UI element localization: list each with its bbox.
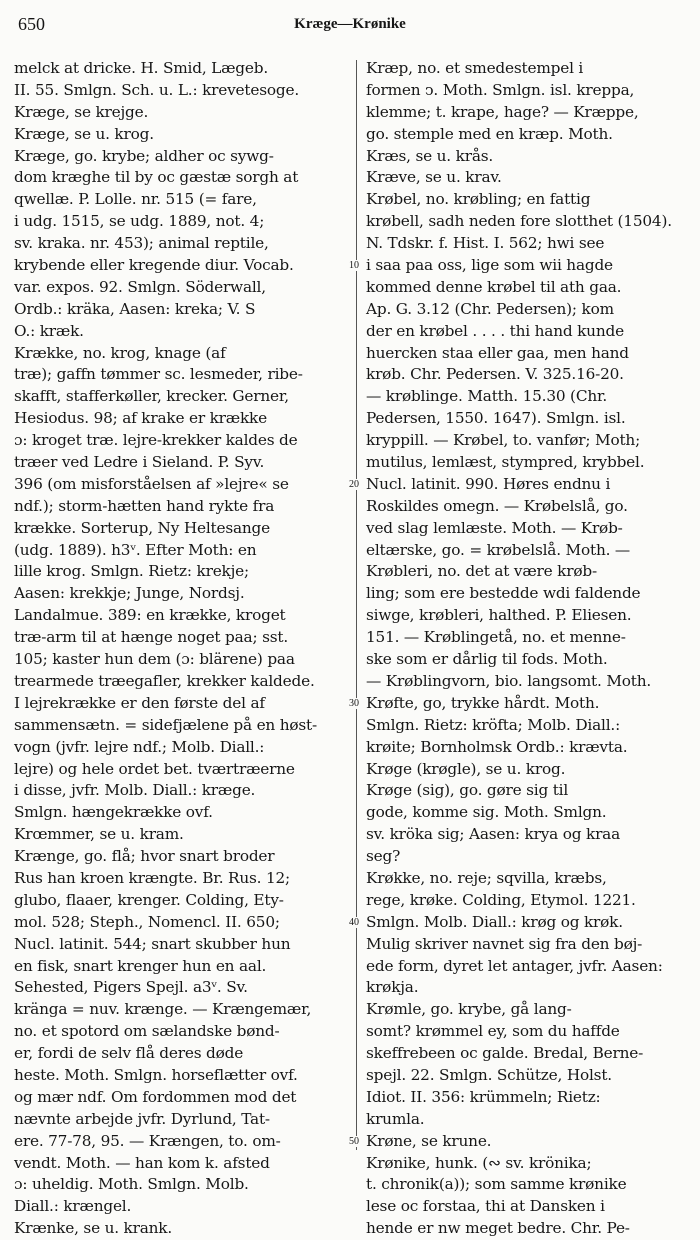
text-line: seg?: [366, 847, 401, 866]
running-head: Kræge—Krønike: [294, 16, 406, 32]
text-line: I lejrekrække er den første del af: [14, 693, 265, 712]
text-line: i saa paa oss, lige som wii hagde: [366, 256, 613, 275]
line-number-marker: 10: [342, 260, 366, 271]
text-line: Aasen: krekkje; Junge, Nordsj.: [14, 584, 245, 603]
text-line: Kræge, se krejge.: [14, 102, 149, 121]
text-line: lejre) og hele ordet bet. tværtræerne: [14, 759, 295, 778]
text-line: Krøge (krøgle), se u. krog.: [366, 759, 566, 778]
text-line: ndf.); storm-hætten hand rykte fra: [14, 496, 275, 515]
text-line: Kræge, se u. krog.: [14, 124, 154, 143]
text-line: formen ↄ. Moth. Smlgn. isl. kreppa,: [366, 80, 635, 99]
line-number-marker: 50: [342, 1136, 366, 1147]
text-line: Krøkke, no. reje; sqvilla, kræbs,: [366, 868, 607, 887]
text-line: Krøbleri, no. det at være krøb-: [366, 562, 597, 581]
text-line: nævnte arbejde jvfr. Dyrlund, Tat-: [14, 1109, 270, 1128]
right-column: [366, 58, 690, 1238]
text-line: Kræp, no. et smedestempel i: [366, 59, 584, 77]
text-line: Rus han kroen krængte. Br. Rus. 12;: [14, 868, 291, 887]
text-line: 105; kaster hun dem (ɔ: blärene) paa: [14, 650, 295, 669]
text-line: en fisk, snart krenger hun en aal.: [14, 956, 267, 975]
text-line: træ); gaffn tømmer sc. lesmeder, ribe-: [14, 365, 303, 384]
text-line: Krøne, se krune.: [366, 1131, 492, 1150]
text-line: Sehested, Pigers Spejl. a3ᵛ. Sv.: [14, 978, 248, 997]
text-line: gode, komme sig. Moth. Smlgn.: [366, 803, 607, 822]
text-line: huercken staa eller gaa, men hand: [366, 343, 629, 362]
text-line: Krønike, hunk. (∾ sv. krönika;: [366, 1153, 592, 1172]
text-line: Kræs, se u. krås.: [366, 146, 494, 165]
text-line: Ap. G. 3.12 (Chr. Pedersen); kom: [366, 299, 614, 318]
text-line: no. et spotord om sælandske bønd-: [14, 1022, 280, 1041]
text-line: Krænke, se u. krank.: [14, 1219, 173, 1238]
text-line: ɔ: kroget træ. lejre-krekker kaldes de: [14, 431, 298, 450]
text-line: Nucl. latinit. 544; snart skubber hun: [14, 934, 291, 953]
page-header: [0, 0, 700, 40]
text-line: og mær ndf. Om fordommen mod det: [14, 1087, 297, 1106]
text-line: vogn (jvfr. lejre ndf.; Molb. Diall.:: [14, 737, 265, 756]
text-line: rege, krøke. Colding, Etymol. 1221.: [366, 890, 636, 909]
text-line: krøb. Chr. Pedersen. V. 325.16-20.: [366, 365, 624, 384]
text-line: t. chronik(a)); som samme krønike: [366, 1175, 627, 1194]
text-line: O.: kræk.: [14, 321, 84, 340]
text-line: træer ved Ledre i Sieland. P. Syv.: [14, 453, 265, 472]
text-line: i disse, jvfr. Molb. Diall.: kræge.: [14, 781, 256, 800]
text-line: vendt. Moth. — han kom k. afsted: [14, 1153, 270, 1172]
text-line: Krække, no. krog, knage (af: [14, 343, 226, 362]
text-line: der en krøbel . . . . thi hand kunde: [366, 321, 624, 340]
text-line: somt? krømmel ey, som du haffde: [366, 1022, 620, 1041]
text-line: i udg. 1515, se udg. 1889, not. 4;: [14, 212, 265, 231]
text-line: ɔ: uheldig. Moth. Smlgn. Molb.: [14, 1175, 249, 1194]
text-line: ling; som ere bestedde wdi faldende: [366, 584, 641, 603]
text-line: 151. — Krøblingetå, no. et menne-: [366, 628, 626, 647]
text-line: krøbell, sadh neden fore slotthet (1504).: [366, 212, 672, 231]
text-line: sv. kraka. nr. 453); animal reptile,: [14, 234, 269, 253]
text-line: Smlgn. hængekrække ovf.: [14, 803, 213, 822]
line-number-markers: [342, 58, 366, 1152]
text-line: ere. 77-78, 95. — Krængen, to. om-: [14, 1131, 281, 1150]
text-line: hende er nw meget bedre. Chr. Pe-: [366, 1219, 630, 1238]
text-line: krække. Sorterup, Ny Heltesange: [14, 518, 270, 537]
text-line: lese oc forstaa, thi at Dansken i: [366, 1197, 605, 1216]
text-line: Landalmue. 389: en krække, kroget: [14, 606, 286, 625]
text-line: sammensætn. = sidefjælene på en høst-: [14, 715, 317, 734]
text-line: Nucl. latinit. 990. Høres endnu i: [366, 474, 611, 493]
text-line: 396 (om misforståelsen af »lejre« se: [14, 474, 289, 493]
text-line: N. Tdskr. f. Hist. I. 562; hwi see: [366, 234, 605, 253]
text-line: Roskildes omegn. — Krøbelslå, go.: [366, 496, 628, 515]
text-line: spejl. 22. Smlgn. Schütze, Holst.: [366, 1065, 612, 1084]
text-line: ske som er dårlig til fods. Moth.: [366, 650, 608, 669]
text-line: II. 55. Smlgn. Sch. u. L.: krevetesoge.: [14, 80, 299, 99]
text-line: skeffrebeen oc galde. Bredal, Berne-: [366, 1044, 644, 1063]
text-line: glubo, flaaer, krenger. Colding, Ety-: [14, 890, 284, 909]
text-line: Diall.: krængel.: [14, 1197, 132, 1216]
text-line: eltærske, go. = krøbelslå. Moth. —: [366, 540, 631, 559]
text-line: kränga = nuv. krænge. — Krængemær,: [14, 1000, 312, 1019]
text-line: — Krøblingvorn, bio. langsomt. Moth.: [366, 671, 652, 690]
text-line: Mulig skriver navnet sig fra den bøj-: [366, 934, 643, 953]
text-line: ved slag lemlæste. Moth. — Krøb-: [366, 518, 623, 537]
text-line: skafft, stafferkøller, krecker. Gerner,: [14, 387, 289, 406]
text-line: qwellæ. P. Lolle. nr. 515 (= fare,: [14, 190, 257, 209]
line-number-marker: 40: [342, 917, 366, 928]
text-line: melck at dricke. H. Smid, Lægeb.: [14, 59, 268, 77]
text-line: kryppill. — Krøbel, to. vanfør; Moth;: [366, 431, 641, 450]
text-line: Idiot. II. 356: krümmeln; Rietz:: [366, 1087, 601, 1106]
text-line: mutilus, lemlæst, stympred, krybbel.: [366, 453, 645, 472]
text-line: Kræge, go. krybe; aldher oc sywg-: [14, 146, 274, 165]
text-line: Smlgn. Molb. Diall.: krøg og krøk.: [366, 912, 623, 931]
text-line: Krømle, go. krybe, gå lang-: [366, 1000, 572, 1019]
text-line: Hesiodus. 98; af krake er krække: [14, 409, 267, 428]
text-line: Krøge (sig), go. gøre sig til: [366, 781, 569, 800]
text-line: lille krog. Smlgn. Rietz: krekje;: [14, 562, 249, 581]
line-number-marker: 30: [342, 698, 366, 709]
text-line: Krænge, go. flå; hvor snart broder: [14, 847, 275, 866]
text-line: siwge, krøbleri, halthed. P. Eliesen.: [366, 606, 632, 625]
text-line: krøkja.: [366, 978, 419, 997]
text-line: er, fordi de selv flå deres døde: [14, 1044, 244, 1063]
text-line: sv. kröka sig; Aasen: krya og kraa: [366, 825, 621, 844]
text-line: dom kræghe til by oc gæstæ sorgh at: [14, 168, 299, 187]
text-line: trearmede træegafler, krekker kaldede.: [14, 671, 315, 690]
text-line: — krøblinge. Matth. 15.30 (Chr.: [366, 387, 608, 406]
text-line: (udg. 1889). h3ᵛ. Efter Moth: en: [14, 540, 257, 559]
left-column: [14, 58, 347, 1238]
text-line: krumla.: [366, 1109, 425, 1128]
text-line: Krœmmer, se u. kram.: [14, 825, 184, 844]
text-line: Smlgn. Rietz: kröfta; Molb. Diall.:: [366, 715, 621, 734]
text-line: kommed denne krøbel til ath gaa.: [366, 277, 622, 296]
page-number: 650: [18, 14, 45, 34]
text-line: træ-arm til at hænge noget paa; sst.: [14, 628, 288, 647]
text-line: heste. Moth. Smlgn. horseflætter ovf.: [14, 1065, 298, 1084]
text-line: ede form, dyret let antager, jvfr. Aasen:: [366, 956, 663, 975]
text-line: klemme; t. krape, hage? — Kræppe,: [366, 102, 639, 121]
line-number-marker: 20: [342, 479, 366, 490]
text-line: var. expos. 92. Smlgn. Söderwall,: [14, 277, 266, 296]
text-line: Kræve, se u. krav.: [366, 168, 502, 187]
text-line: mol. 528; Steph., Nomencl. II. 650;: [14, 912, 280, 931]
text-line: krøite; Bornholmsk Ordb.: krævta.: [366, 737, 628, 756]
text-line: Ordb.: kräka, Aasen: kreka; V. S: [14, 299, 256, 318]
text-line: Krøbel, no. krøbling; en fattig: [366, 190, 591, 209]
text-line: go. stemple med en kræp. Moth.: [366, 124, 613, 143]
text-line: krybende eller kregende diur. Vocab.: [14, 256, 294, 275]
text-line: Pedersen, 1550. 1647). Smlgn. isl.: [366, 409, 626, 428]
text-line: Krøfte, go, trykke hårdt. Moth.: [366, 693, 600, 712]
